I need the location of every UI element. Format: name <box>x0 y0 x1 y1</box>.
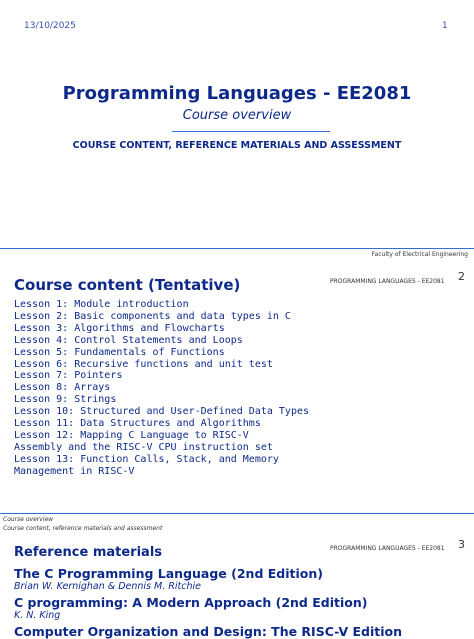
slide-separator <box>0 513 474 514</box>
list-item: Lesson 8: Arrays <box>14 382 111 394</box>
slide3-title: Reference materials <box>14 545 163 560</box>
lesson-list <box>14 299 309 478</box>
list-item: Lesson 12: Mapping C Language to RISC-V <box>14 429 249 441</box>
list-item: Lesson 9: Strings <box>14 394 117 406</box>
list-item: Lesson 5: Fundamentals of Functions <box>14 346 225 358</box>
book-title: The C Programming Language (2nd Edition) <box>14 566 323 581</box>
list-item: Lesson 11: Data Structures and Algorithms <box>14 418 261 430</box>
book-author: K. N. King <box>14 610 61 621</box>
list-item: Lesson 13: Function Calls, Stack, and Memory <box>14 453 279 465</box>
list-item: Lesson 2: Basic components and data types in C <box>14 310 291 322</box>
list-item: Lesson 4: Control Statements and Loops <box>14 334 243 346</box>
book-title: C programming: A Modern Approach (2nd Edition) <box>14 595 368 610</box>
slide3-page-number: 3 <box>458 538 465 551</box>
faculty-label: Faculty of Electrical Engineering <box>371 251 468 258</box>
book-title: Computer Organization and Design: The RISC-V Edition <box>14 624 402 639</box>
list-item: Lesson 7: Pointers <box>14 370 123 382</box>
slide2-course-tag: PROGRAMMING LANGUAGES - EE2081 <box>330 278 445 285</box>
slide1-date: 13/10/2025 <box>24 21 76 31</box>
list-item: Lesson 10: Structured and User-Defined Data Types <box>14 406 310 418</box>
slide1-title: Programming Languages - EE2081 <box>62 83 412 104</box>
slide1-topic: COURSE CONTENT, REFERENCE MATERIALS AND ASSESSMENT <box>72 140 402 151</box>
list-item: Lesson 3: Algorithms and Flowcharts <box>14 322 225 334</box>
slide-separator <box>0 248 474 249</box>
slide1-subtitle: Course overview <box>182 108 292 123</box>
slide3-course-tag: PROGRAMMING LANGUAGES - EE2081 <box>330 545 445 552</box>
slide2-title: Course content (Tentative) <box>14 276 241 294</box>
slide1-page-number: 1 <box>442 21 448 31</box>
list-item: Lesson 1: Module introduction <box>14 299 189 310</box>
list-item: Management in RISC-V <box>14 465 135 477</box>
slide2-page-number: 2 <box>458 270 465 283</box>
footer-line-2: Course content, reference materials and assessment <box>3 525 163 532</box>
title-divider <box>172 131 330 132</box>
list-item: Assembly and the RISC-V CPU instruction set <box>14 441 273 453</box>
list-item: Lesson 6: Recursive functions and unit test <box>14 358 273 370</box>
footer-line-1: Course overview <box>3 516 54 523</box>
book-author: Brian W. Kernighan & Dennis M. Ritchie <box>14 581 201 592</box>
